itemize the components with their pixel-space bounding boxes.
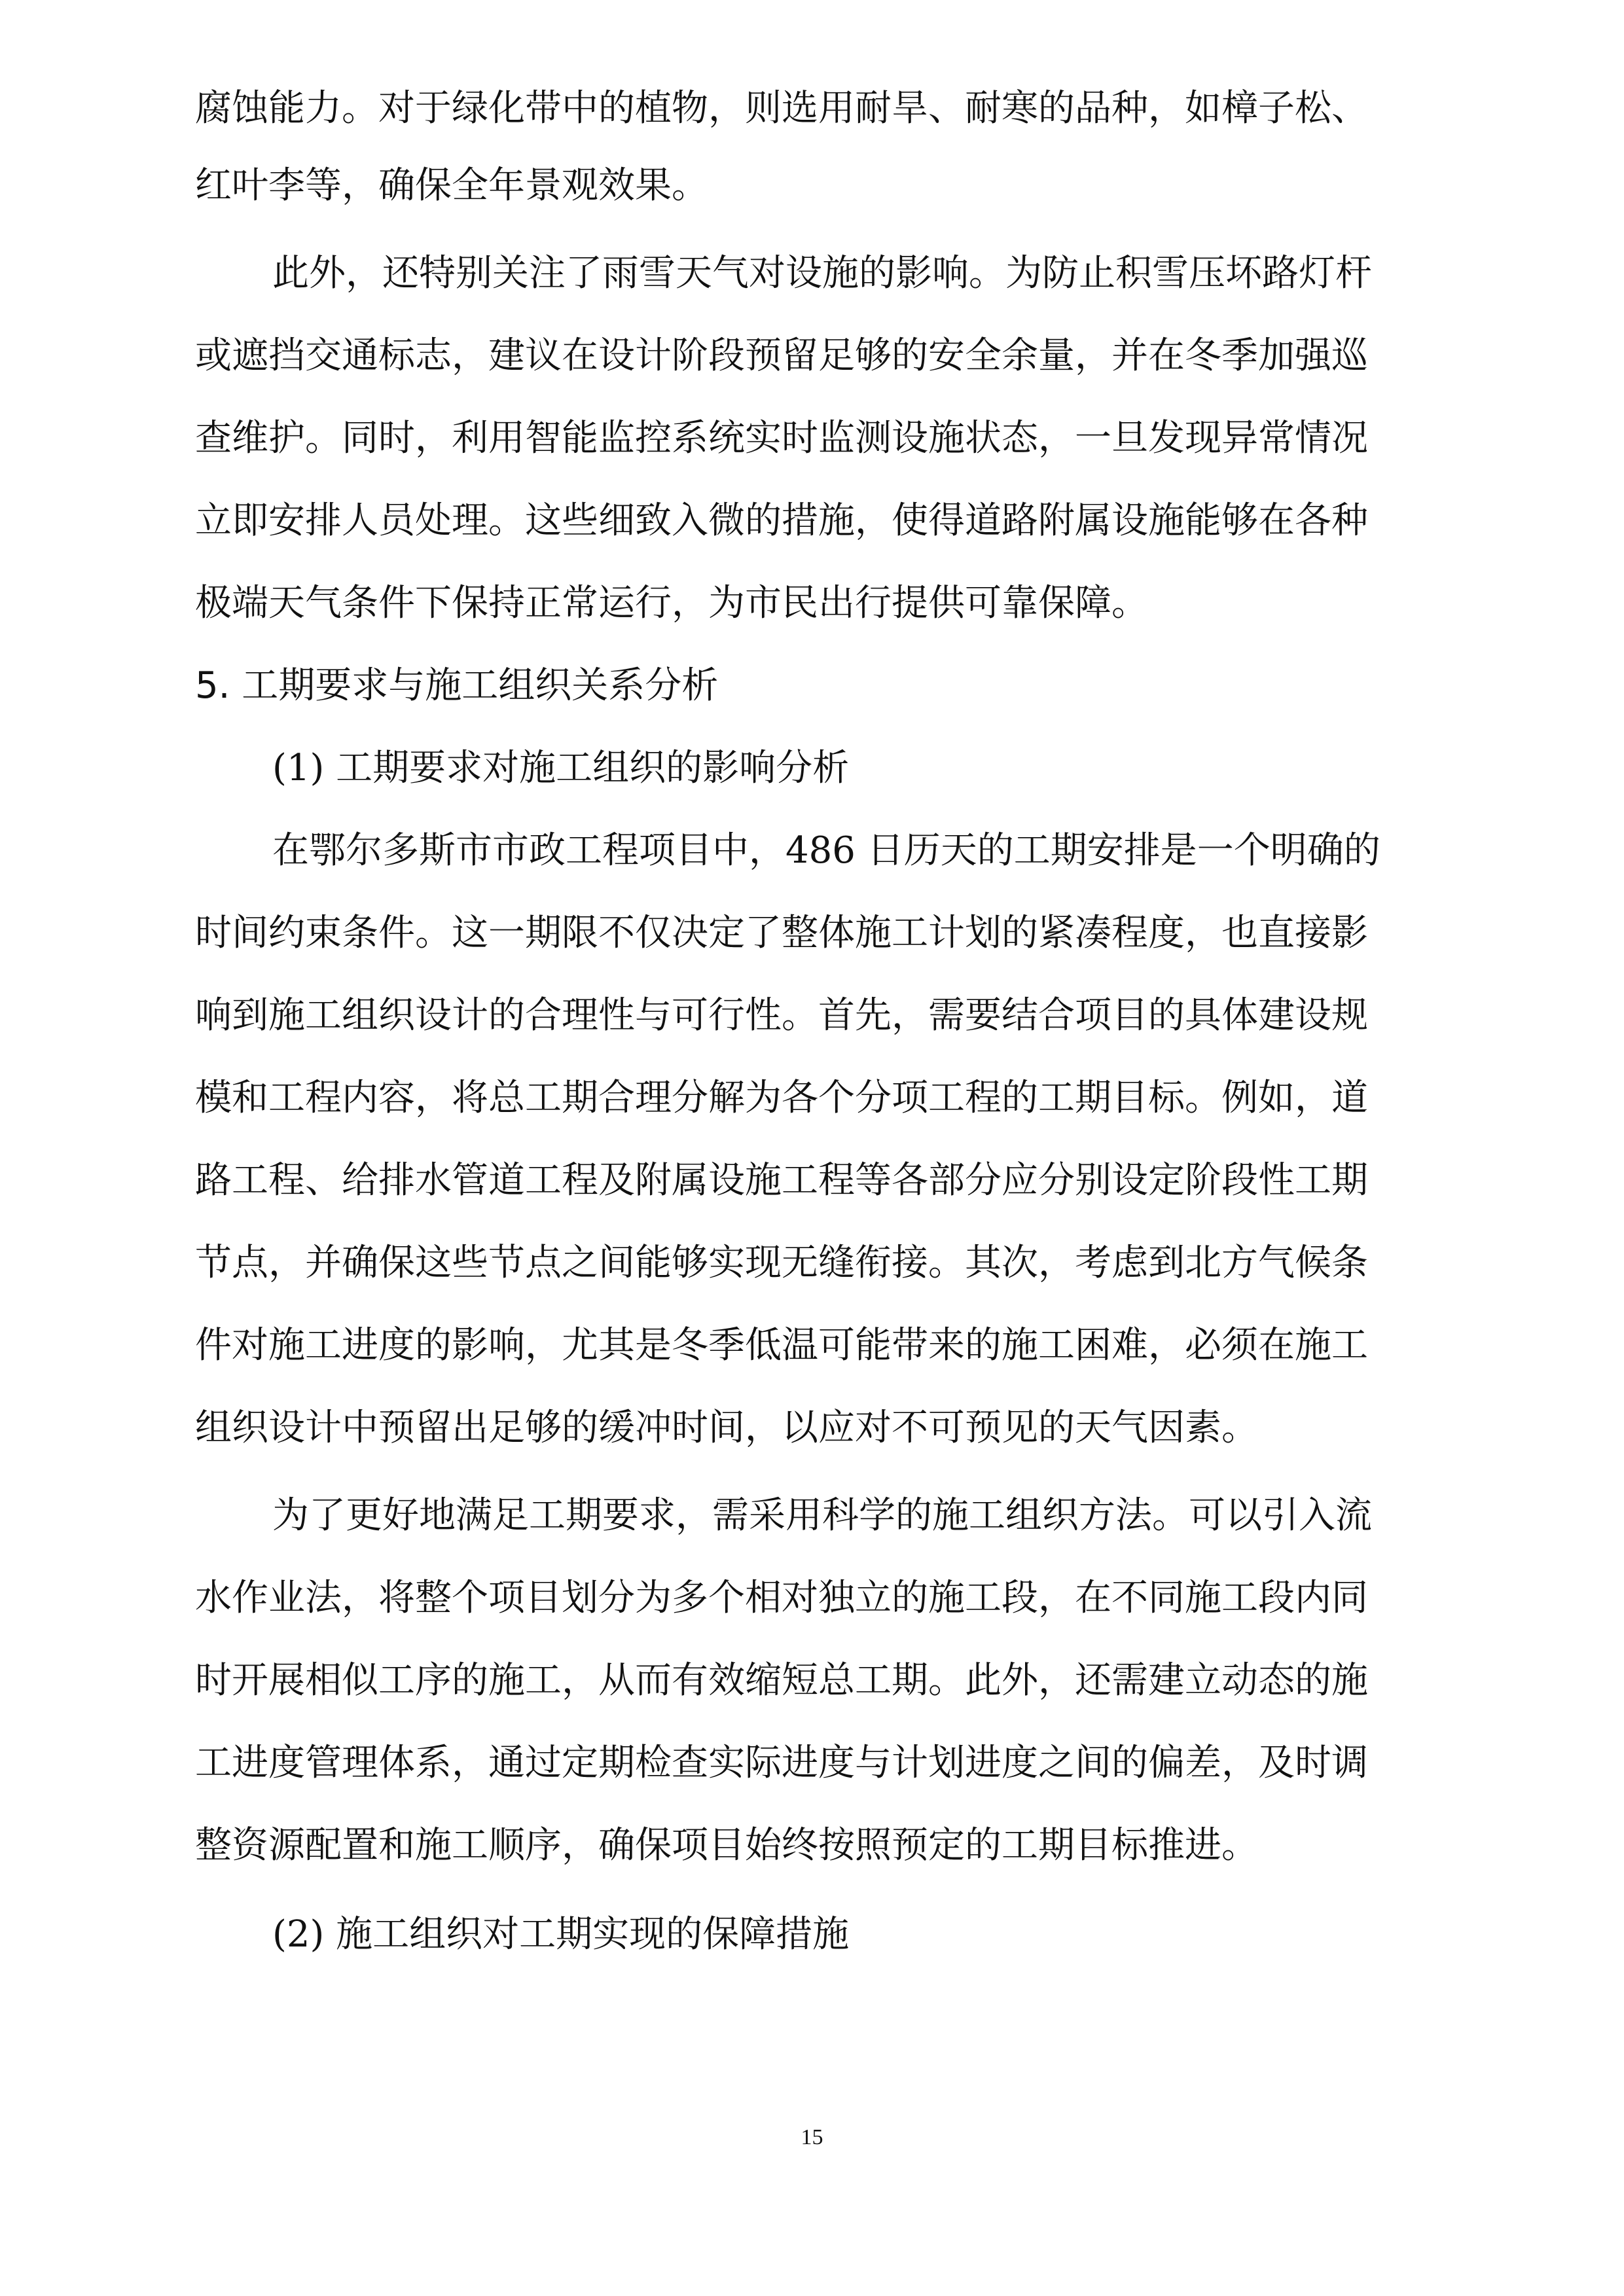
text-line-12: 响到施工组织设计的合理性与可行性。首先，需要结合项目的具体建设规 — [195, 994, 1368, 1037]
text-line-1: 腐蚀能力。对于绿化带中的植物，则选用耐旱、耐寒的品种，如樟子松、 — [195, 87, 1368, 130]
subsection-heading-2: (2) 施工组织对工期实现的保障措施 — [272, 1913, 850, 1956]
page-number: 15 — [801, 2125, 823, 2149]
text-line-11: 时间约束条件。这一期限不仅决定了整体施工计划的紧凑程度，也直接影 — [195, 912, 1368, 954]
text-line-2: 红叶李等，确保全年景观效果。 — [195, 164, 708, 207]
text-line-6: 立即安排人员处理。这些细致入微的措施，使得道路附属设施能够在各种 — [195, 499, 1368, 542]
text-line-10: 在鄂尔多斯市市政工程项目中，486 日历天的工期安排是一个明确的 — [272, 829, 1380, 872]
text-line-16: 件对施工进度的影响，尤其是冬季低温可能带来的施工困难，必须在施工 — [195, 1324, 1368, 1367]
section-heading: 5. 工期要求与施工组织关系分析 — [195, 664, 719, 707]
text-line-3: 此外，还特别关注了雨雪天气对设施的影响。为防止积雪压坏路灯杆 — [272, 252, 1372, 295]
text-line-7: 极端天气条件下保持正常运行，为市民出行提供可靠保障。 — [195, 582, 1148, 624]
text-line-17: 组织设计中预留出足够的缓冲时间，以应对不可预见的天气因素。 — [195, 1407, 1258, 1449]
subsection-heading-1: (1) 工期要求对施工组织的影响分析 — [272, 747, 850, 789]
text-line-22: 整资源配置和施工顺序，确保项目始终按照预定的工期目标推进。 — [195, 1824, 1258, 1867]
text-line-19: 水作业法，将整个项目划分为多个相对独立的施工段，在不同施工段内同 — [195, 1577, 1368, 1619]
text-line-21: 工进度管理体系，通过定期检查实际进度与计划进度之间的偏差，及时调 — [195, 1742, 1368, 1784]
text-line-14: 路工程、给排水管道工程及附属设施工程等各部分应分别设定阶段性工期 — [195, 1159, 1368, 1202]
text-line-5: 查维护。同时，利用智能监控系统实时监测设施状态，一旦发现异常情况 — [195, 417, 1368, 459]
text-line-15: 节点，并确保这些节点之间能够实现无缝衔接。其次，考虑到北方气候条 — [195, 1242, 1368, 1284]
text-line-4: 或遮挡交通标志，建议在设计阶段预留足够的安全余量，并在冬季加强巡 — [195, 334, 1368, 377]
text-line-13: 模和工程内容，将总工期合理分解为各个分项工程的工期目标。例如，道 — [195, 1077, 1368, 1119]
text-line-20: 时开展相似工序的施工，从而有效缩短总工期。此外，还需建立动态的施 — [195, 1659, 1368, 1702]
text-line-18: 为了更好地满足工期要求，需采用科学的施工组织方法。可以引入流 — [272, 1494, 1372, 1537]
